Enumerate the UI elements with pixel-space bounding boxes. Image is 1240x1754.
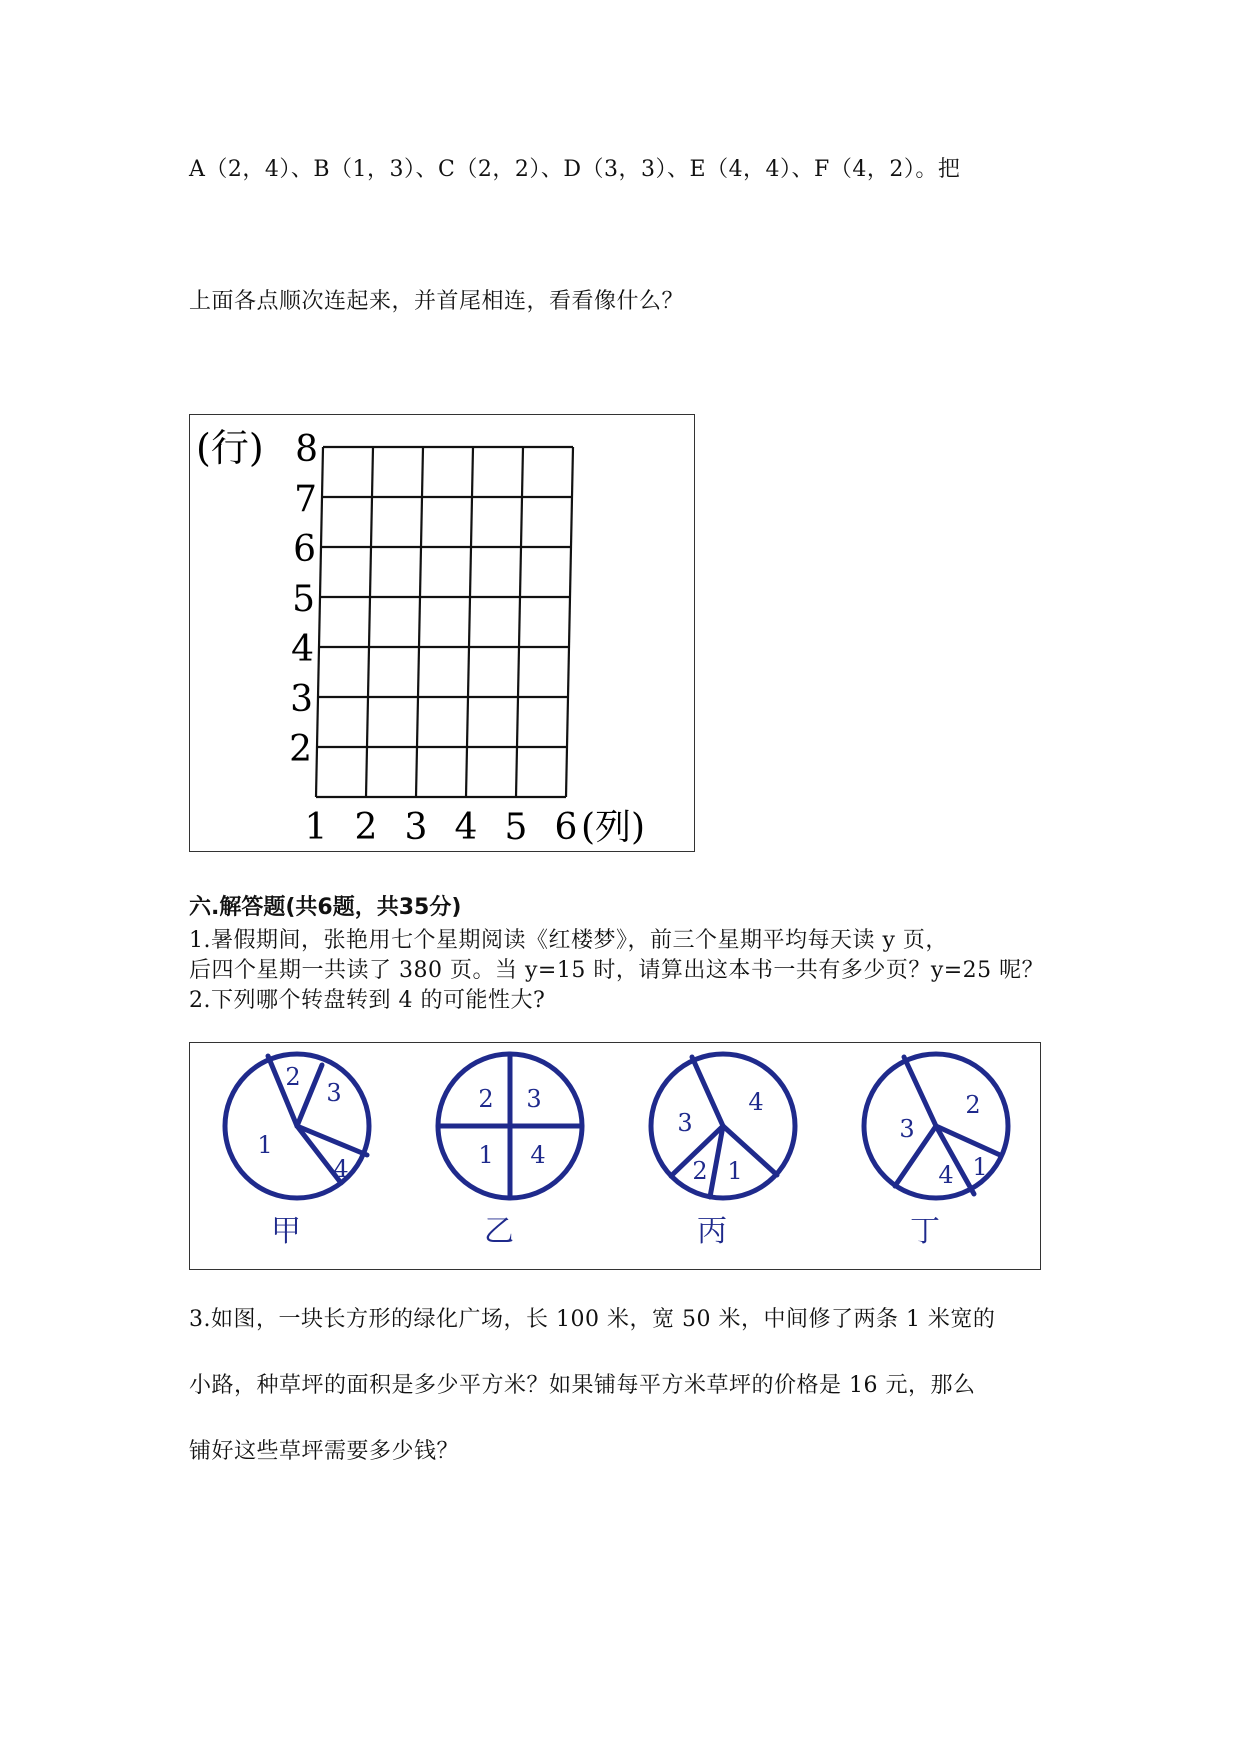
sector-label: 2 <box>965 1091 981 1119</box>
sector-label: 2 <box>692 1157 708 1185</box>
row-label: 6 <box>293 529 316 570</box>
sector-label: 3 <box>326 1079 342 1107</box>
spinners <box>190 1043 1040 1269</box>
row-axis-label: (行) <box>196 426 264 470</box>
intro-line-1: A（2，4）、B（1，3）、C（2，2）、D（3，3）、E（4，4）、F（4，2）。把 <box>189 157 961 182</box>
sector-label: 4 <box>938 1161 954 1189</box>
sector-label: 1 <box>478 1141 494 1169</box>
col-label: 2 <box>354 807 378 848</box>
question-3-line-1: 3.如图，一块长方形的绿化广场，长 100 米，宽 50 米，中间修了两条 1 米宽的 <box>189 1307 996 1332</box>
spinner-name: 甲 <box>271 1214 301 1249</box>
question-2: 2.下列哪个转盘转到 4 的可能性大? <box>189 988 546 1013</box>
row-label: 2 <box>289 729 312 770</box>
sector-label: 4 <box>748 1088 764 1116</box>
question-3-line-3: 铺好这些草坪需要多少钱？ <box>189 1439 460 1464</box>
sector-label: 1 <box>257 1131 273 1159</box>
spinners-figure <box>189 1042 1041 1270</box>
sector-label: 1 <box>972 1153 988 1181</box>
row-label: 7 <box>294 479 317 520</box>
spinner-bing <box>651 1054 795 1198</box>
question-1-line-1: 1.暑假期间，张艳用七个星期阅读《红楼梦》，前三个星期平均每天读 y 页， <box>189 928 948 953</box>
spinner-name: 乙 <box>484 1214 514 1249</box>
section-heading: 六.解答题(共6题，共35分) <box>189 895 462 920</box>
col-label: 4 <box>454 807 478 848</box>
sector-label: 3 <box>677 1109 693 1137</box>
row-label: 3 <box>290 679 313 720</box>
row-label: 5 <box>292 579 315 620</box>
sector-label: 2 <box>285 1063 301 1091</box>
sector-label: 3 <box>526 1085 542 1113</box>
sector-label: 1 <box>727 1157 743 1185</box>
col-label: 1 <box>304 807 328 848</box>
question-1-line-2: 后四个星期一共读了 380 页。当 y=15 时，请算出这本书一共有多少页？y=25 呢？ <box>189 958 1045 983</box>
spinner-yi <box>438 1054 582 1198</box>
question-3-line-2: 小路，种草坪的面积是多少平方米？如果铺每平方米草坪的价格是 16 元，那么 <box>189 1373 976 1398</box>
coordinate-grid-figure <box>189 414 695 852</box>
sector-label: 3 <box>899 1115 915 1143</box>
row-label: 8 <box>295 429 318 470</box>
intro-line-2: 上面各点顺次连起来，并首尾相连，看看像什么？ <box>189 289 685 314</box>
spinner-name: 丁 <box>910 1214 940 1249</box>
sector-label: 4 <box>530 1141 546 1169</box>
col-axis-label: (列) <box>581 807 646 848</box>
grid-lines <box>316 447 573 797</box>
col-label: 6 <box>554 807 578 848</box>
sector-label: 4 <box>333 1155 349 1183</box>
coordinate-grid <box>190 415 694 851</box>
spinner-name: 丙 <box>697 1214 727 1249</box>
col-label: 3 <box>404 807 428 848</box>
row-label: 4 <box>291 629 314 670</box>
col-label: 5 <box>504 807 528 848</box>
sector-label: 2 <box>478 1085 494 1113</box>
